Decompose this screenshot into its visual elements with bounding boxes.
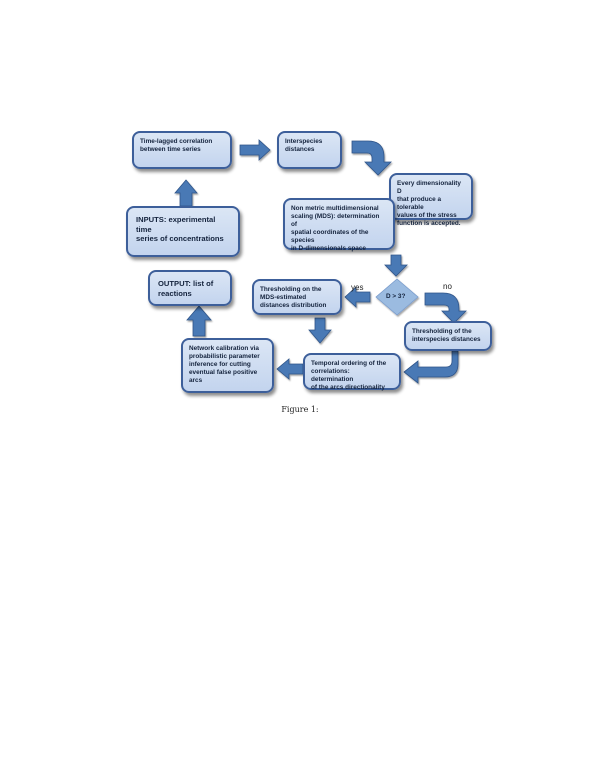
arrow-bend-1 <box>352 141 391 175</box>
arrow-right-1 <box>240 140 270 160</box>
arrow-bend-2 <box>404 351 458 383</box>
decision-label: D > 3? <box>386 293 406 300</box>
node-network-calibration: Network calibration via probabilistic parameter inference for cutting eventual false positive arcs <box>181 338 274 393</box>
node-nmds: Non metric multidimensional scaling (MDS): determination of spatial coordinates of the species in D-dimensionals space <box>283 198 395 250</box>
arrow-up-2 <box>187 306 211 336</box>
arrow-down-2 <box>309 318 331 343</box>
node-thresholding-interspecies: Thresholding of the interspecies distances <box>404 321 492 351</box>
arrow-down-1 <box>385 255 407 276</box>
node-thresholding-mds: Thresholding on the MDS-estimated distances distribution <box>252 279 342 315</box>
edge-label-yes: yes <box>351 283 364 292</box>
arrow-left-2 <box>277 359 303 379</box>
node-every-dimensionality: Every dimensionality D that produce a tolerable values of the stress function is accepted. <box>389 173 473 220</box>
node-time-lagged-correlation: Time-lagged correlation between time series <box>132 131 232 169</box>
arrow-up-1 <box>175 180 197 206</box>
node-temporal-ordering: Temporal ordering of the correlations: determination of the arcs directionality <box>303 353 401 390</box>
edge-label-no: no <box>443 282 452 291</box>
node-interspecies-distances: Interspecies distances <box>277 131 342 169</box>
figure-caption: Figure 1: <box>281 405 319 414</box>
arrow-bend-no <box>425 293 466 323</box>
node-inputs: INPUTS: experimental time series of concentrations <box>126 206 240 257</box>
node-output: OUTPUT: list of reactions <box>148 270 232 306</box>
